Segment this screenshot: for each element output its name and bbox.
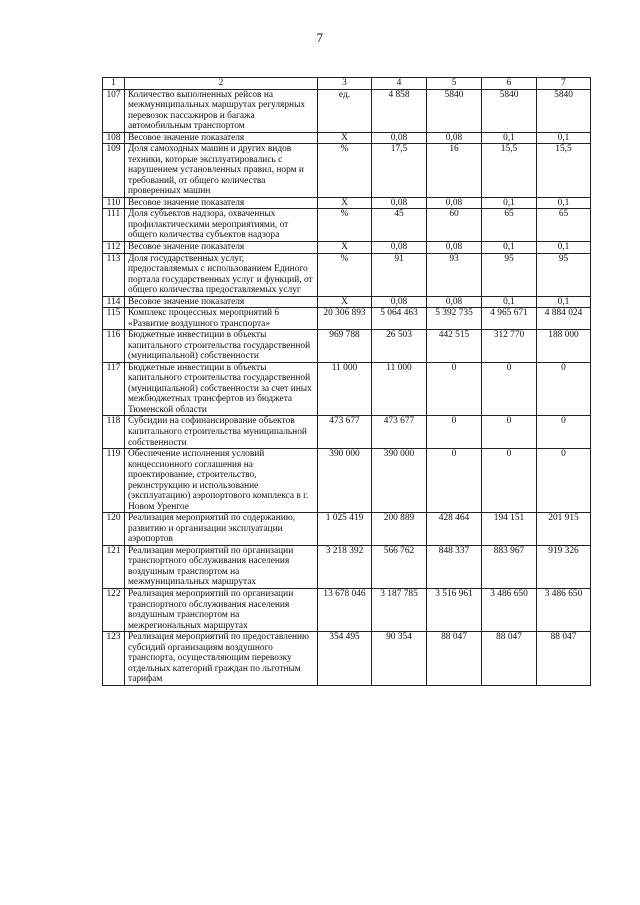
row-col3: Х (318, 296, 372, 308)
row-col7: 919 326 (537, 545, 591, 588)
row-name: Обеспечение исполнения условий концессионного соглашения на проектирование, строительство, реконструкцию и использование (эксплуатацию) аэропортового комплекса в г. Новом Уренгое (125, 449, 318, 513)
table-row (103, 253, 591, 296)
row-col5: 0,08 (427, 296, 482, 308)
table-row (103, 362, 591, 416)
row-number: 120 (103, 513, 125, 546)
row-col6: 0,1 (482, 241, 537, 253)
row-col4: 0,08 (372, 241, 427, 253)
row-col7: 0,1 (537, 132, 591, 144)
row-col6: 0 (482, 416, 537, 449)
row-col4: 26 503 (372, 330, 427, 363)
row-col4: 91 (372, 253, 427, 296)
row-col5: 93 (427, 253, 482, 296)
row-col5: 5 392 735 (427, 308, 482, 330)
row-col3: 969 788 (318, 330, 372, 363)
row-col6: 194 151 (482, 513, 537, 546)
row-number: 114 (103, 296, 125, 308)
row-col4: 390 000 (372, 449, 427, 513)
row-number: 115 (103, 308, 125, 330)
row-col6: 88 047 (482, 632, 537, 686)
row-name: Реализация мероприятий по организации транспортного обслуживания населения воздушным транспортом на межмуниципальных маршрутах (125, 545, 318, 588)
row-number: 119 (103, 449, 125, 513)
header-row (103, 78, 591, 90)
row-col4: 90 354 (372, 632, 427, 686)
indicators-table (102, 77, 591, 686)
table-row (103, 416, 591, 449)
header-cell: 4 (372, 78, 427, 90)
row-col3: Х (318, 132, 372, 144)
row-col3: % (318, 209, 372, 242)
table-row (103, 588, 591, 631)
row-col6: 65 (482, 209, 537, 242)
row-col3: 20 306 893 (318, 308, 372, 330)
table-row (103, 132, 591, 144)
table-row (103, 545, 591, 588)
row-number: 110 (103, 197, 125, 209)
row-col7: 0,1 (537, 241, 591, 253)
row-col3: 11 000 (318, 362, 372, 416)
row-col6: 15,5 (482, 144, 537, 198)
row-col7: 3 486 650 (537, 588, 591, 631)
row-col7: 0 (537, 416, 591, 449)
row-number: 122 (103, 588, 125, 631)
row-name: Субсидии на софинансирование объектов капитального строительства муниципальной собственности (125, 416, 318, 449)
row-col7: 4 884 024 (537, 308, 591, 330)
row-col5: 60 (427, 209, 482, 242)
row-col7: 0,1 (537, 197, 591, 209)
row-col3: 1 025 419 (318, 513, 372, 546)
table-row (103, 89, 591, 132)
header-cell: 5 (427, 78, 482, 90)
header-cell: 2 (125, 78, 318, 90)
row-name: Реализация мероприятий по содержанию, развитию и организации эксплуатации аэропортов (125, 513, 318, 546)
row-col5: 848 337 (427, 545, 482, 588)
row-col7: 0 (537, 449, 591, 513)
row-col7: 15,5 (537, 144, 591, 198)
row-col5: 442 515 (427, 330, 482, 363)
row-col4: 0,08 (372, 132, 427, 144)
row-number: 123 (103, 632, 125, 686)
header-cell: 6 (482, 78, 537, 90)
row-col4: 4 858 (372, 89, 427, 132)
row-col6: 0,1 (482, 132, 537, 144)
row-col6: 5840 (482, 89, 537, 132)
row-col5: 428 464 (427, 513, 482, 546)
row-col6: 4 965 671 (482, 308, 537, 330)
row-col7: 201 915 (537, 513, 591, 546)
table-row (103, 330, 591, 363)
row-col5: 0,08 (427, 132, 482, 144)
row-col3: % (318, 253, 372, 296)
row-col7: 188 000 (537, 330, 591, 363)
row-number: 107 (103, 89, 125, 132)
row-col4: 0,08 (372, 197, 427, 209)
row-col3: 354 495 (318, 632, 372, 686)
row-col4: 3 187 785 (372, 588, 427, 631)
row-col3: ед. (318, 89, 372, 132)
row-col5: 16 (427, 144, 482, 198)
header-cell: 7 (537, 78, 591, 90)
table-row (103, 308, 591, 330)
row-name: Доля субъектов надзора, охваченных профилактическими мероприятиями, от общего количества субъектов надзора (125, 209, 318, 242)
row-name: Доля государственных услуг, предоставляемых с использованием Единого портала государственных услуг и функций, от общего количества предоставляемых услуг (125, 253, 318, 296)
row-name: Бюджетные инвестиции в объекты капитального строительства государственной (муниципальной) собственности (125, 330, 318, 363)
table-row (103, 513, 591, 546)
row-col4: 11 000 (372, 362, 427, 416)
row-col3: 3 218 392 (318, 545, 372, 588)
row-col7: 0 (537, 362, 591, 416)
row-col6: 3 486 650 (482, 588, 537, 631)
table-row (103, 241, 591, 253)
table-row (103, 449, 591, 513)
row-number: 108 (103, 132, 125, 144)
row-col3: Х (318, 197, 372, 209)
row-col5: 5840 (427, 89, 482, 132)
row-col5: 0,08 (427, 241, 482, 253)
row-number: 118 (103, 416, 125, 449)
table-row (103, 209, 591, 242)
row-col7: 5840 (537, 89, 591, 132)
header-cell: 1 (103, 78, 125, 90)
row-col6: 95 (482, 253, 537, 296)
row-col3: Х (318, 241, 372, 253)
row-name: Доля самоходных машин и других видов техники, которые эксплуатировались с нарушением установленных правил, норм и требований, от общего количества проверенных машин (125, 144, 318, 198)
row-col5: 0 (427, 416, 482, 449)
row-col4: 45 (372, 209, 427, 242)
row-col3: 13 678 046 (318, 588, 372, 631)
row-col6: 0 (482, 362, 537, 416)
row-col4: 200 889 (372, 513, 427, 546)
row-col5: 88 047 (427, 632, 482, 686)
row-number: 121 (103, 545, 125, 588)
row-col3: 390 000 (318, 449, 372, 513)
row-col6: 312 770 (482, 330, 537, 363)
row-col5: 0 (427, 449, 482, 513)
row-col7: 0,1 (537, 296, 591, 308)
row-name: Реализация мероприятий по организации транспортного обслуживания населения воздушным транспортом на межрегиональных маршрутах (125, 588, 318, 631)
row-col6: 0,1 (482, 296, 537, 308)
row-number: 109 (103, 144, 125, 198)
row-col3: 473 677 (318, 416, 372, 449)
row-number: 111 (103, 209, 125, 242)
row-number: 112 (103, 241, 125, 253)
row-number: 117 (103, 362, 125, 416)
row-number: 113 (103, 253, 125, 296)
row-col7: 95 (537, 253, 591, 296)
row-name: Комплекс процессных мероприятий 6 «Развитие воздушного транспорта» (125, 308, 318, 330)
row-name: Количество выполненных рейсов на межмуниципальных маршрутах регулярных перевозок пассажиров и багажа автомобильным транспортом (125, 89, 318, 132)
row-col6: 883 967 (482, 545, 537, 588)
row-col5: 0 (427, 362, 482, 416)
table-row (103, 632, 591, 686)
row-number: 116 (103, 330, 125, 363)
row-col4: 5 064 463 (372, 308, 427, 330)
table-row (103, 296, 591, 308)
row-name: Весовое значение показателя (125, 132, 318, 144)
row-col5: 3 516 961 (427, 588, 482, 631)
table-row (103, 144, 591, 198)
page-number: 7 (316, 30, 324, 45)
header-cell: 3 (318, 78, 372, 90)
row-name: Реализация мероприятий по предоставлению субсидий организациям воздушного транспорта, осуществляющим перевозку отдельных категорий граждан по льготным тарифам (125, 632, 318, 686)
row-col4: 566 762 (372, 545, 427, 588)
row-col6: 0 (482, 449, 537, 513)
row-col7: 65 (537, 209, 591, 242)
table-row (103, 197, 591, 209)
row-col5: 0,08 (427, 197, 482, 209)
row-col4: 473 677 (372, 416, 427, 449)
row-col3: % (318, 144, 372, 198)
row-name: Весовое значение показателя (125, 296, 318, 308)
row-col4: 17,5 (372, 144, 427, 198)
row-col6: 0,1 (482, 197, 537, 209)
row-name: Весовое значение показателя (125, 197, 318, 209)
row-name: Бюджетные инвестиции в объекты капитального строительства государственной (муниципальной) собственности за счет иных межбюджетных трансфертов из бюджета Тюменской области (125, 362, 318, 416)
row-col4: 0,08 (372, 296, 427, 308)
row-name: Весовое значение показателя (125, 241, 318, 253)
row-col7: 88 047 (537, 632, 591, 686)
